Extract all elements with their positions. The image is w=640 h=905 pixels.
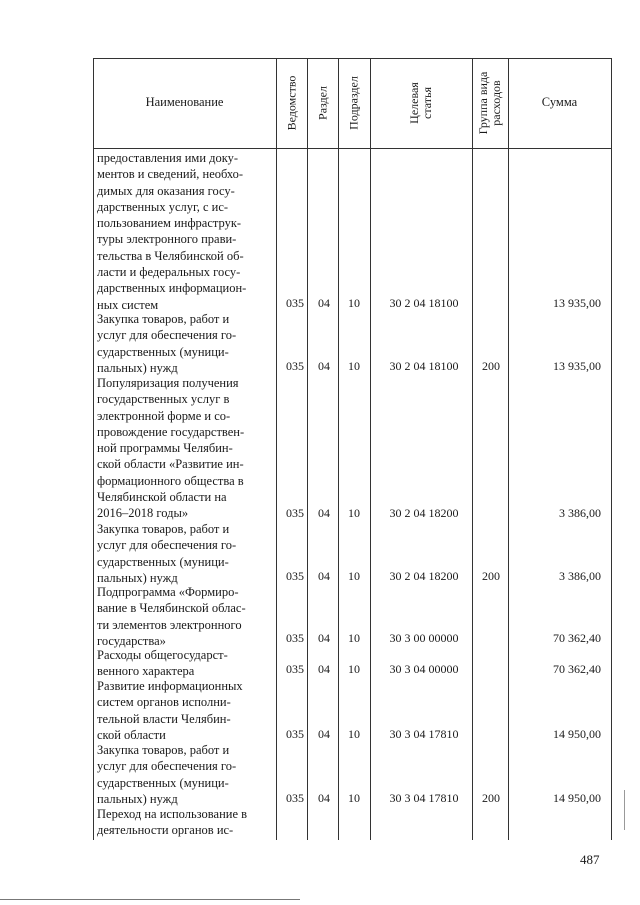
row-summa: 70 362,40 xyxy=(553,662,601,676)
row-name: Популяризация получения государственных услуг в электронной форме и со- провождение государствен- ной программы Челябин- ской области «Развитие ин- формационного общества в Челябинской области на 2016–2018 годы» xyxy=(97,376,245,521)
row-gruppa: 200 xyxy=(482,359,500,373)
row-name: Переход на использование в деятельности органов ис- xyxy=(97,807,248,838)
row-name: Закупка товаров, работ и услуг для обеспечения го- сударственных (муници- пальных) нужд xyxy=(97,312,237,375)
row-summa: 70 362,40 xyxy=(553,631,601,645)
row-tselevaya: 30 2 04 18100 xyxy=(389,359,459,373)
row-name: предоставления ими доку- ментов и сведений, необхо- димых для оказания госу- дарственных услуг, с ис- пользованием инфраструк- туры электронного прави- тельства в Челябинской об- ласти и федеральных госу- дарственных информацион- ных систем xyxy=(97,151,247,312)
row-summa: 3 386,00 xyxy=(559,506,601,520)
scan-edge-mark xyxy=(624,790,625,830)
row-tselevaya: 30 3 04 00000 xyxy=(389,662,459,676)
table-top-border xyxy=(93,58,612,59)
row-gruppa: 200 xyxy=(482,791,500,805)
row-tselevaya: 30 3 00 00000 xyxy=(389,631,459,645)
row-podrazdel: 10 xyxy=(348,631,360,645)
row-razdel: 04 xyxy=(318,791,330,805)
row-name: Расходы общегосударст- венного характера xyxy=(97,648,228,679)
row-podrazdel: 10 xyxy=(348,296,360,310)
row-razdel: 04 xyxy=(318,662,330,676)
row-vedomstvo: 035 xyxy=(286,727,304,741)
column-divider xyxy=(472,58,473,840)
header-tselevaya-statya: Целевая статья xyxy=(407,82,434,124)
row-tselevaya: 30 3 04 17810 xyxy=(389,791,459,805)
row-summa: 13 935,00 xyxy=(553,296,601,310)
row-vedomstvo: 035 xyxy=(286,506,304,520)
page-number: 487 xyxy=(580,852,600,867)
row-vedomstvo: 035 xyxy=(286,569,304,583)
row-razdel: 04 xyxy=(318,631,330,645)
row-name: Закупка товаров, работ и услуг для обеспечения го- сударственных (муници- пальных) нужд xyxy=(97,522,237,585)
row-vedomstvo: 035 xyxy=(286,296,304,310)
table-right-border xyxy=(611,58,612,840)
row-gruppa: 200 xyxy=(482,569,500,583)
row-vedomstvo: 035 xyxy=(286,359,304,373)
column-divider xyxy=(307,58,308,840)
row-razdel: 04 xyxy=(318,296,330,310)
row-summa: 14 950,00 xyxy=(553,791,601,805)
header-bottom-border xyxy=(93,148,612,149)
row-summa: 13 935,00 xyxy=(553,359,601,373)
header-summa: Сумма xyxy=(541,95,578,109)
header-name: Наименование xyxy=(145,95,224,109)
row-name: Подпрограмма «Формиро- вание в Челябинской облас- ти элементов электронного государства» xyxy=(97,585,246,648)
row-name: Развитие информационных систем органов исполни- тельной власти Челябин- ской области xyxy=(97,679,243,742)
row-razdel: 04 xyxy=(318,727,330,741)
column-divider xyxy=(338,58,339,840)
row-podrazdel: 10 xyxy=(348,359,360,373)
row-razdel: 04 xyxy=(318,506,330,520)
header-vedomstvo: Ведомство xyxy=(284,75,299,131)
row-vedomstvo: 035 xyxy=(286,662,304,676)
header-razdel: Раздел xyxy=(315,86,330,120)
row-tselevaya: 30 3 04 17810 xyxy=(389,727,459,741)
row-podrazdel: 10 xyxy=(348,791,360,805)
row-name: Закупка товаров, работ и услуг для обеспечения го- сударственных (муници- пальных) нужд xyxy=(97,743,237,806)
row-vedomstvo: 035 xyxy=(286,631,304,645)
row-razdel: 04 xyxy=(318,569,330,583)
table-left-border xyxy=(93,58,94,840)
row-vedomstvo: 035 xyxy=(286,791,304,805)
row-summa: 3 386,00 xyxy=(559,569,601,583)
row-podrazdel: 10 xyxy=(348,662,360,676)
scan-edge-line xyxy=(0,899,300,900)
column-divider xyxy=(276,58,277,840)
row-tselevaya: 30 2 04 18100 xyxy=(389,296,459,310)
row-tselevaya: 30 2 04 18200 xyxy=(389,569,459,583)
header-gruppa-vida-raskhodov: Группа вида расходов xyxy=(476,71,503,135)
row-tselevaya: 30 2 04 18200 xyxy=(389,506,459,520)
row-razdel: 04 xyxy=(318,359,330,373)
header-podrazdel: Подраздел xyxy=(346,76,361,130)
row-podrazdel: 10 xyxy=(348,727,360,741)
column-divider xyxy=(508,58,509,840)
row-podrazdel: 10 xyxy=(348,506,360,520)
column-divider xyxy=(370,58,371,840)
row-podrazdel: 10 xyxy=(348,569,360,583)
row-summa: 14 950,00 xyxy=(553,727,601,741)
